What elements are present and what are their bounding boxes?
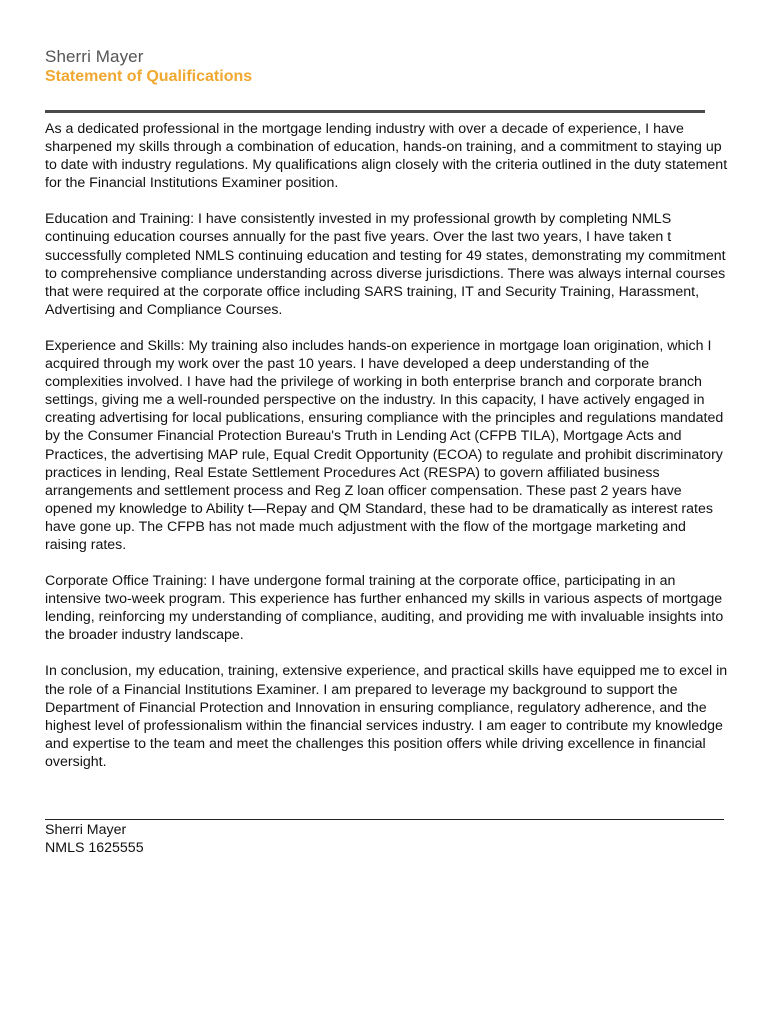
- paragraph-education-training: Education and Training: I have consistently invested in my professional growth by completing NMLS continuing education courses annually for the past five years. Over the last two years, I have taken t successfully completed NMLS continuing education and testing for 49 states, demonstrating my commitment to comprehensive compliance understanding across diverse jurisdictions. There was always internal courses that were required at the corporate office including SARS training, IT and Security Training, Harassment, Advertising and Compliance Courses.: [45, 211, 726, 318]
- signature-divider: [45, 819, 724, 820]
- document-title: Statement of Qualifications: [45, 68, 253, 85]
- statement-body: [45, 120, 730, 789]
- paragraph-corporate-training: Corporate Office Training: I have undergone formal training at the corporate office, participating in an intensive two-week program. This experience has further enhanced my skills in various aspects of mortgage lending, reinforcing my understanding of compliance, auditing, and providing me with invaluable insights into the broader industry landscape.: [45, 573, 724, 644]
- paragraph-intro: As a dedicated professional in the mortgage lending industry with over a decade of experience, I have sharpened my skills through a combination of education, hands-on training, and a commitment to staying up to date with industry regulations. My qualifications align closely with the criteria outlined in the duty statement for the Financial Institutions Examiner position.: [45, 121, 728, 192]
- signature-name: Sherri Mayer: [45, 822, 127, 838]
- header-divider: [45, 110, 705, 113]
- paragraph-experience-skills: Experience and Skills: My training also includes hands-on experience in mortgage loan origination, which I acquired through my work over the past 10 years. I have developed a deep understanding of the complexities involved. I have had the privilege of working in both enterprise branch and corporate branch settings, giving me a well-rounded perspective on the industry. In this capacity, I have actively engaged in creating advertising for local publications, ensuring compliance with the principles and regulations mandated by the Consumer Financial Protection Bureau's Truth in Lending Act (CFPB TILA), Mortgage Acts and Practices, the advertising MAP rule, Equal Credit Opportunity (ECOA) to regulate and prohibit discriminatory practices in lending, Real Estate Settlement Procedures Act (RESPA) to govern affiliated business arrangements and settlement process and Reg Z loan officer compensation. These past 2 years have opened my knowledge to Ability t—Repay and QM Standard, these had to be dramatically as interest rates have gone up. The CFPB has not made much adjustment with the flow of the mortgage marketing and raising rates.: [45, 337, 724, 553]
- signature-nmls: NMLS 1625555: [45, 840, 144, 856]
- paragraph-conclusion: In conclusion, my education, training, extensive experience, and practical skills have equipped me to excel in the role of a Financial Institutions Examiner. I am prepared to leverage my background to support the Department of Financial Protection and Innovation in ensuring compliance, regulatory adherence, and the highest level of professionalism within the financial services industry. I am eager to contribute my knowledge and expertise to the team and meet the challenges this position offers while driving excellence in financial oversight.: [45, 663, 728, 770]
- signature-block: [45, 821, 144, 857]
- header-name: Sherri Mayer: [45, 47, 144, 66]
